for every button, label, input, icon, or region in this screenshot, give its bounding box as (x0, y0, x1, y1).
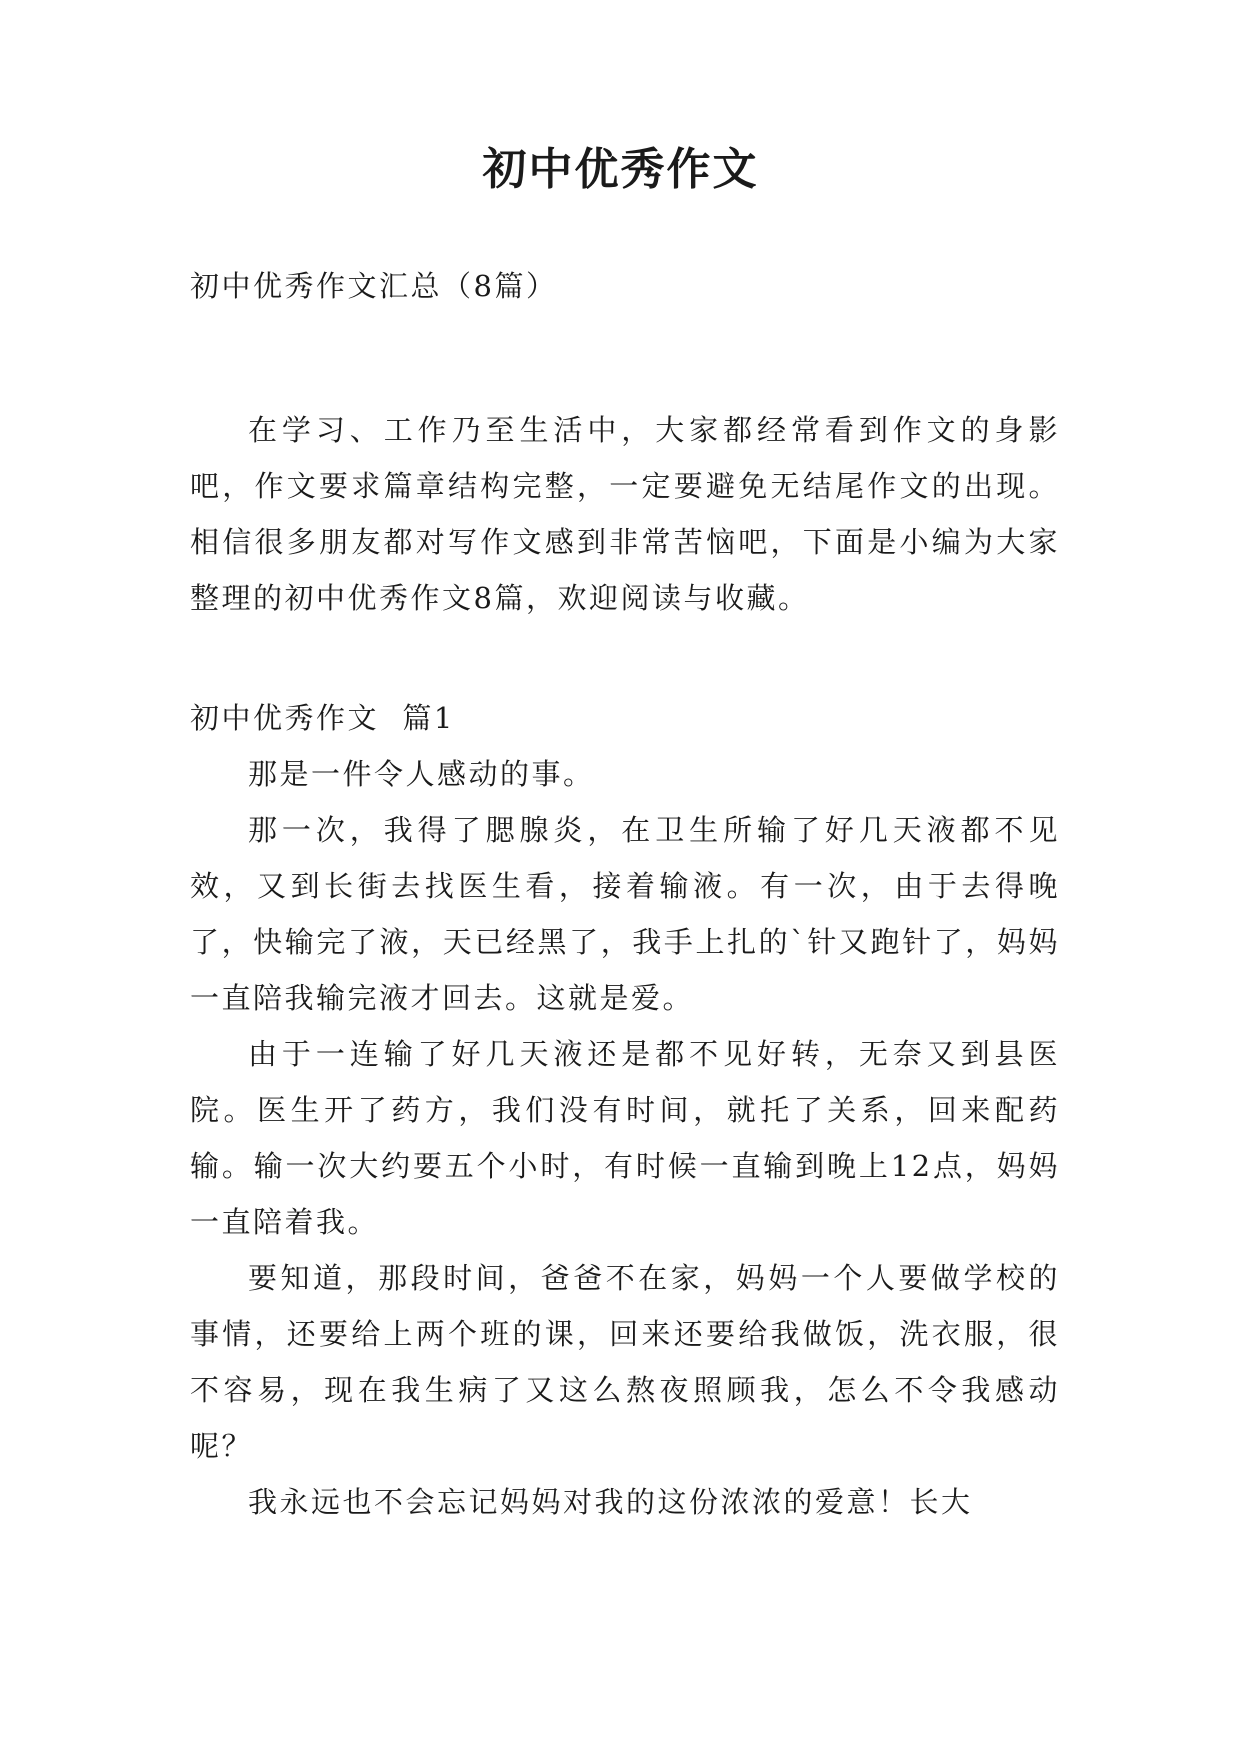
essay-paragraph: 由于一连输了好几天液还是都不见好转，无奈又到县医院。医生开了药方，我们没有时间，就托了关系，回来配药输。输一次大约要五个小时，有时候一直输到晚上12点，妈妈一直陪着我。 (190, 1037, 1060, 1239)
section-heading: 初中优秀作文 篇1 (190, 701, 455, 735)
essay-paragraph: 那是一件令人感动的事。 (248, 757, 595, 791)
essay-content (190, 746, 1060, 1530)
essay-paragraph: 我永远也不会忘记妈妈对我的这份浓浓的爱意！长大 (248, 1485, 973, 1519)
intro-paragraph: 在学习、工作乃至生活中，大家都经常看到作文的身影吧，作文要求篇章结构完整，一定要避免无结尾作文的出现。相信很多朋友都对写作文感到非常苦恼吧，下面是小编为大家整理的初中优秀作文8篇，欢迎阅读与收藏。 (190, 413, 1060, 615)
document-title: 初中优秀作文 (482, 144, 759, 195)
essay-paragraph: 那一次，我得了腮腺炎，在卫生所输了好几天液都不见效，又到长街去找医生看，接着输液。有一次，由于去得晚了，快输完了液，天已经黑了，我手上扎的`针又跑针了，妈妈一直陪我输完液才回去。这就是爱。 (190, 813, 1060, 1015)
essay-paragraph: 要知道，那段时间，爸爸不在家，妈妈一个人要做学校的事情，还要给上两个班的课，回来还要给我做饭，洗衣服，很不容易，现在我生病了又这么熬夜照顾我，怎么不令我感动呢？ (190, 1261, 1060, 1463)
document-subtitle: 初中优秀作文汇总（8篇） (190, 269, 558, 303)
